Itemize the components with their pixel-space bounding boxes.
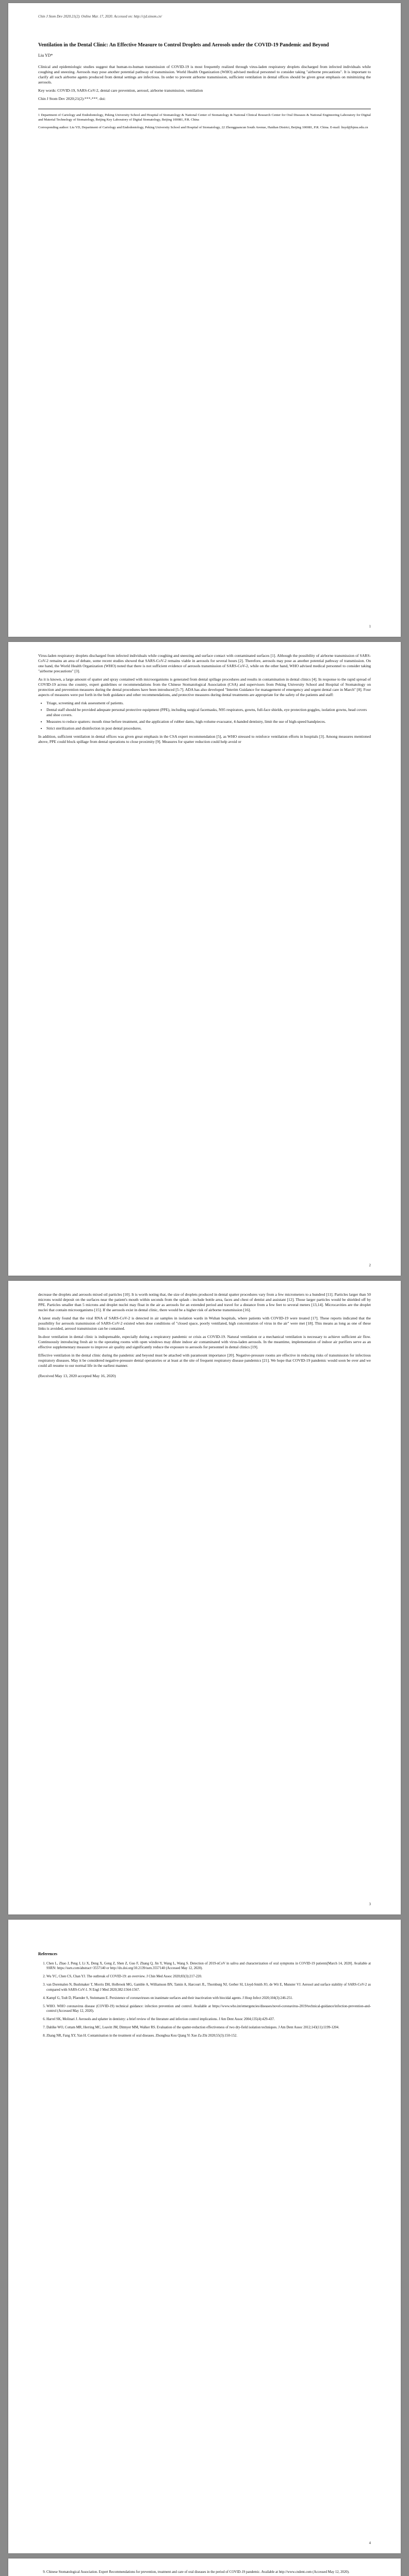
page-content bbox=[38, 2570, 371, 2576]
pdf-page-3 bbox=[8, 1281, 401, 1914]
body-paragraph: Virus-laden respiratory droplets discharged from infected individuals while coughing and sneezing and surface contact with contaminated surfaces [1]. Although the possibility of airborne transmission of SARS-CoV-2 remains an area of debate, some recent studies showed that SARS-CoV-2 remains viable in aerosols for several hours [2]. Therefore, aerosols may pose as another potential pathway of transmission. On one hand, the World Health Organization (WHO) noted that there is not sufficient evidence of aerosols transmission of SARS-CoV-2, while on the other hand, WHO advised medical personnel to consider taking "airborne precautions" [3]. bbox=[38, 653, 371, 674]
body-paragraph: Effective ventilation in the dental clinic during the pandemic and beyond must be attached with paramount importance [20]. Negative-pressure rooms are effective in reducing risks of transmission for infectious respiratory diseases. May it be considered negative-pressure dental operatories or at least at the site of frequent respiratory disease pandemics [21]. We hope that COVID-19 pandemic would soon be over and we could all resume to our normal life in the earliest manner. bbox=[38, 1353, 371, 1368]
body-paragraph: As it is known, a large amount of spatter and spray contained with microorganisms is generated from dental spillage procedures and results in contamination in dental clinics [4]. In response to the rapid spread of COVID-19 across the country, expert guidelines or recommendations from the Chinese Stomatological Association (CSA) and supervisors from Peking University School and Hospital of Stomatology on protection and prevention measures during the dental procedures have been introduced [5-7]. ADA has also developed "Interim Guidance for management of emergency and urgent dental care in March" [8]. Four aspects of measures were put forth in the both guidance and other recommendations, and protective measures during dental treatments are appropriate for the safety of the patients and staff: bbox=[38, 677, 371, 698]
body-paragraph: In addition, sufficient ventilation in dental offices was given great emphasis in the CSA expert recommendation [5], as WHO stressed to reinforce ventilation efforts in hospitals [3]. Among measures mentioned above, PPE could block spillage from dental operations to close proximity [9]. Measures for spatter reduction could help avoid or bbox=[38, 734, 371, 744]
list-item: • Dental staff should be provided adequate personal protective equipment (PPE), including surgical facemasks, N95 respirators, gowns, full-face shields, eye protection goggles, isolation gowns, head covers and shoe covers. bbox=[46, 707, 371, 718]
body-paragraph: decrease the droplets and aerosols mixed oil particles [10]. It is worth noting that, the size of droplets produced in dental spatter procedures vary from a few micrometers to a hundred [11]. Particles larger than 50 microns would deposit on the surfaces near the patient's mouth within seconds from the splash - include bottle area, faces and chest of dentist and assistant [12]. Those larger particles would be shielded off by PPE. Particles smaller than 5 microns and droplet nuclei may float in the air as aerosols for an extended period and travel for a distance from a few feet to several meters [13,14]. Microcavities are the droplet nuclei that contain microorganisms [15]. If the aerosols exist in dental clinic, there would be a higher risk of airborne transmission [16]. bbox=[38, 1292, 371, 1313]
body-paragraph: A latest study found that the viral RNA of SARS-CoV-2 is detected in air samples in isolation wards in Wuhan hospitals, where patients with COVID-19 were treated [17]. These reports indicated that the possibility for aerosols transmission of SARS-CoV-2 existed when dose conditions of "closed space, poorly ventilated, high concentration of virus in the air" were met [18]. This means as long as one of these links is avoided, aerosol transmission can be contained. bbox=[38, 1316, 371, 1331]
list-item: • Triage, screening and risk assessment of patients. bbox=[46, 701, 371, 706]
page-content bbox=[38, 14, 371, 616]
reference-item: 7. Dahlke WO, Cottam MR, Herring MC, Leavitt JM, Ditmyer MM, Walker RS. Evaluation of the spatter-reduction effectiveness of two dry-field isolation techniques. J Am Dent Assoc 2012;143(11):1199-1204. bbox=[46, 2025, 371, 2030]
pdf-page-5 bbox=[8, 2558, 401, 2576]
page-content bbox=[38, 1292, 371, 1894]
pdf-page-2 bbox=[8, 642, 401, 1276]
corresponding-author: Corresponding author: Liu YD, Department of Cariology and Endodontology, Peking University School and Hospital of Stomatology, 22 Zhongguancun South Avenue, Haidian District, Beijing 100081, P.R. China. E-mail: liuyd@bjmu.edu.cn bbox=[38, 126, 368, 130]
keywords: Key words: COVID-19, SARS-CoV-2, dental care prevention, aerosol, airborne transmission, ventilation bbox=[38, 88, 203, 93]
page-number: 1 bbox=[369, 624, 371, 629]
pdf-page-4 bbox=[8, 1920, 401, 2553]
reference-item: 3. van Doremalen N, Bushmaker T, Morris DH, Holbrook MG, Gamble A, Williamson BN, Tamin A, Harcourt JL, Thornburg NJ, Gerber SI, Lloyd-Smith JO, de Wit E, Munster VJ. Aerosol and surface stability of SARS-CoV-2 as compared with SARS-CoV-1. N Engl J Med 2020;382:1564-1567. bbox=[46, 1982, 371, 1993]
references-list bbox=[38, 1961, 371, 2039]
page-number: 2 bbox=[369, 1263, 371, 1267]
references-list bbox=[38, 2570, 371, 2576]
affiliation: 1 Department of Cariology and Endodontology, Peking University School and Hospital of Stomatology & National Center of Stomatology & National Clinical Research Center for Oral Diseases & National Engineering Laboratory for Digital and Material Technology of Stomatology, Beijing Key Laboratory of Digital Stomatology, Beijing 100081, P.R. China bbox=[38, 113, 371, 122]
page-number: 3 bbox=[369, 1902, 371, 1906]
measures-list bbox=[38, 701, 371, 731]
list-item: • Strict sterilization and disinfection in post dental procedures. bbox=[46, 726, 371, 731]
references-heading: References bbox=[38, 1952, 58, 1956]
citation-line: Chin J Stom Dev 2020;21(2):***-***. doi: bbox=[38, 96, 106, 101]
body-paragraph: In-door ventilation in dental clinic is indispensable, especially during a respiratory pandemic or crisis as COVID-19. Natural ventilation or a mechanical ventilation is necessary to achieve sufficient air flow. Continuously introducing fresh air to the operating rooms with open windows may dilute indoor air contaminated with virus-laden aerosols. In the meantime, implementation of indoor air purifiers serve as an effective supplementary measure to improve air quality and significantly reduce the exposure to aerosols for personnel in dental clinics [19]. bbox=[38, 1334, 371, 1350]
reference-item: 9. Chinese Stomatological Association. Expert Recommendations for prevention, treatment and care of oral diseases in the period of COVID-19 pandemic. Available at http://www.cndent.com (Accessed May 12, 2020). bbox=[46, 2570, 371, 2575]
reference-item: 8. Zhang NR, Fang XY, Yan H. Contamination in the treatment of oral diseases. Zhonghua Kou Qiang Yi Xue Za Zhi 2020;55(3):150-152. bbox=[46, 2033, 371, 2039]
page-content bbox=[38, 653, 371, 1255]
reference-item: 4. Kampf G, Todt D, Pfaender S, Steinmann E. Persistence of coronaviruses on inanimate surfaces and their inactivation with biocidal agents. J Hosp Infect 2020;104(3):246-251. bbox=[46, 1996, 371, 2001]
article-title: Ventilation in the Dental Clinic: An Effective Measure to Control Droplets and Aerosols under the COVID-19 Pandemic and Beyond bbox=[38, 42, 329, 48]
running-header: Chin J Stom Dev 2020.21(2). Online Mar. 17, 2020. Accessed on: http://cjd.sinom.cn/ bbox=[38, 14, 162, 19]
pdf-page-1 bbox=[8, 3, 401, 637]
reference-item: 2. Wu YC, Chen CS, Chan YJ. The outbreak of COVID-19: an overview. J Chin Med Assoc 2020;83(3):217-220. bbox=[46, 1974, 371, 1979]
list-item: • Measures to reduce spatters: mouth rinse before treatment, and the application of rubber dams, high-volume evacuator, 4-handed dentistry, limit the use of high-speed handpieces. bbox=[46, 719, 371, 724]
reference-item: 6. Harrel SK, Molinari J. Aerosols and splatter in dentistry: a brief review of the literature and infection control implications. J Am Dent Assoc 2004;135(4):429-437. bbox=[46, 2017, 371, 2022]
received-date: (Received May 13, 2020 accepted May 16, 2020) bbox=[38, 1374, 116, 1379]
abstract: Clinical and epidemiologic studies suggest that human-to-human transmission of COVID-19 is most frequently realized through virus-laden respiratory droplets discharged from infected individuals while coughing and sneezing. Aerosols may pose another potential pathway of transmission. World Health Organization (WHO) advised medical personnel to consider taking "airborne precautions". It is important to clarify all such airborne agents produced from dental settings are infectious. In order to prevent airborne transmission, sufficient ventilation in dental offices should be given great emphasis on minimizing the aerosols. bbox=[38, 64, 371, 85]
reference-item: 1. Chen L, Zhao J, Peng J, Li X, Deng X, Geng Z, Shen Z, Guo F, Zhang Q, Jin Y, Wang L, Wang S. Detection of 2019-nCoV in saliva and characterization of oral symptoms in COVID-19 patients[March 14, 2020]. Available at SSRN: https://ssrn.com/abstract=3557140 or http://dx.doi.org/10.2139/ssrn.3557140 (Accessed May 12, 2020). bbox=[46, 1961, 371, 1972]
article-authors: Liu YD* bbox=[38, 53, 53, 58]
page-number: 4 bbox=[369, 2541, 371, 2545]
reference-item: 5. WHO. WHO coronavirus disease (COVID-19) technical guidance: infection prevention and control. Available at https://www.who.int/emergencies/diseases/novel-coronavirus-2019/technical-guidance/infection-prevention-and-control (Accessed May 12, 2020). bbox=[46, 2004, 371, 2014]
page-content bbox=[38, 1931, 371, 2533]
